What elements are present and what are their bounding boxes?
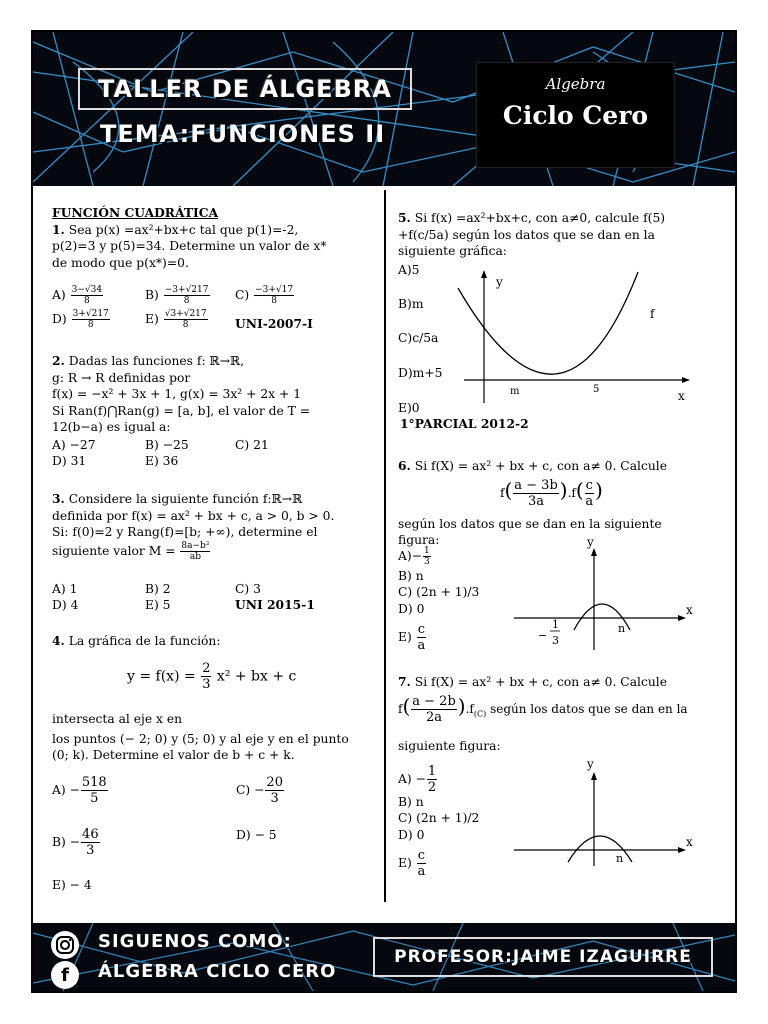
q7-n-label: n — [616, 852, 624, 865]
q6-expression: f( $\frac{a - 3b}{3a}$ ).f( $\frac{c}{a}$ ) — [500, 478, 603, 509]
q5-option-c: C)c/5a — [398, 331, 439, 345]
q5-x-label: x — [678, 389, 685, 403]
question-2 — [52, 353, 362, 468]
q1-option-c: C) $\frac{-3+√17}{8}$ — [235, 285, 294, 306]
q4-option-b: B) − $\frac{46}{3}$ — [52, 827, 99, 858]
q4-text-3: los puntos (− 2; 0) y (5; 0) y al eje y en el punto — [52, 732, 349, 746]
workshop-title: TALLER DE ÁLGEBRA — [98, 75, 392, 103]
question-1 — [52, 205, 362, 331]
q6-y-label: y — [587, 538, 594, 549]
q4-option-d: D) − 5 — [236, 828, 277, 842]
logo-script: Algebra — [545, 75, 606, 93]
q2-text-4: Si Ran(f)⋂Ran(g) = [a, b], el valor de T = — [52, 403, 311, 418]
q6-text-1: Si f(X) = ax² + bx + c, con a≠ 0. Calcule — [414, 459, 667, 473]
q2-text-2: g: R → R definidas por — [52, 370, 191, 385]
q1-option-a: A) $\frac{3-√34}{8}$ — [52, 285, 103, 306]
q1-text-2: p(2)=3 y p(5)=34. Determine un valor de x* — [52, 239, 327, 253]
q5-parabola-curve — [458, 272, 638, 374]
q4-text-2: intersecta al eje x en — [52, 712, 183, 726]
q5-text-3: siguiente gráfica: — [398, 244, 507, 258]
q5-m-label: m — [510, 386, 520, 397]
q2-option-e: E) 36 — [145, 454, 179, 468]
q7-option-e: E) $\frac{c}{a}$ — [398, 848, 426, 879]
q5-text-1: Si f(x) =ax²+bx+c, con a≠0, calcule f(5) — [414, 211, 666, 225]
q7-text-3: siguiente figura: — [398, 739, 501, 753]
q6-x-label: x — [686, 603, 693, 617]
question-4 — [52, 633, 362, 892]
q7-expression: f( $\frac{a - 2b}{2a}$ )$.f_{(C)}$ según los datos que se dan en la — [398, 694, 688, 725]
q4-option-c: C) − $\frac{20}{3}$ — [236, 775, 283, 806]
q3-option-a: A) 1 — [52, 582, 78, 596]
q1-source: UNI-2007-I — [235, 316, 313, 331]
q7-option-d: D) 0 — [398, 828, 425, 842]
q6-y-axis-arrow — [591, 548, 597, 556]
q6-tick-denominator: 3 — [552, 634, 559, 647]
facebook-icon[interactable]: f — [51, 961, 79, 989]
question-3 — [52, 491, 362, 612]
q7-number: 7. — [398, 674, 411, 689]
q4-option-a: A) − $\frac{518}{5}$ — [52, 775, 107, 806]
q6-option-e: E) $\frac{c}{a}$ — [398, 622, 426, 653]
q5-x-axis-arrow — [682, 377, 690, 383]
q6-text-2: según los datos que se dan en la siguiente — [398, 517, 662, 531]
q7-text-2: según los datos que se dan en la — [490, 702, 688, 716]
q2-number: 2. — [52, 353, 65, 368]
topic-title: TEMA:FUNCIONES II — [100, 120, 386, 148]
q3-option-e: E) 5 — [145, 598, 171, 612]
column-divider — [384, 190, 386, 902]
q2-text-1: Dadas las funciones f: ℝ→ℝ, — [68, 354, 245, 368]
q2-option-a: A) −27 — [52, 438, 96, 452]
q6-minus-label: − — [538, 629, 548, 642]
q5-source: 1°PARCIAL 2012-2 — [400, 416, 529, 431]
q3-m-numerator: 8a−b² — [181, 540, 210, 551]
q1-option-e: E) $\frac{√3+√217}{8}$ — [145, 309, 207, 330]
q3-text-1: Considere la siguiente función f:ℝ→ℝ — [68, 492, 303, 506]
q7-option-c: C) (2n + 1)/2 — [398, 811, 480, 825]
q1-text-1: Sea p(x) =ax²+bx+c tal que p(1)=-2, — [68, 222, 299, 237]
q2-text-5: 12(b−a) es igual a: — [52, 420, 171, 434]
q7-x-axis-arrow — [678, 847, 686, 853]
q5-five-label: 5 — [593, 384, 600, 395]
logo — [476, 62, 675, 168]
q3-number: 3. — [52, 491, 65, 506]
q7-x-label: x — [686, 835, 693, 849]
q1-option-b: B) $\frac{-3+√217}{8}$ — [145, 285, 209, 306]
q5-parabola-graph — [450, 268, 698, 408]
q3-option-d: D) 4 — [52, 598, 79, 612]
q3-text-3: Si: f(0)=2 y Rang(f)=[b; +∞), determine el — [52, 525, 318, 539]
q5-number: 5. — [398, 210, 411, 225]
q3-m-denominator: ab — [189, 551, 201, 562]
q6-option-c: C) (2n + 1)/3 — [398, 585, 480, 599]
q6-text-3: figura: — [398, 533, 440, 547]
q3-option-c: C) 3 — [235, 582, 261, 596]
q7-option-b: B) n — [398, 795, 424, 809]
q1-text-3: de modo que p(x*)=0. — [52, 255, 189, 270]
q2-option-b: B) −25 — [145, 438, 189, 452]
logo-main: Ciclo Cero — [502, 101, 649, 130]
q3-text-4: siguiente valor M = — [52, 543, 176, 558]
q1-number: 1. — [52, 221, 65, 237]
q6-option-b: B) n — [398, 569, 424, 583]
section-title: FUNCIÓN CUADRÁTICA — [52, 205, 219, 220]
q3-option-b: B) 2 — [145, 582, 171, 596]
follow-us-text: SIGUENOS COMO: — [98, 931, 292, 952]
q4-option-e: E) − 4 — [52, 878, 92, 892]
professor-box — [373, 937, 713, 977]
q3-text-2: definida por f(x) = ax² + bx + c, a > 0, b > 0. — [52, 508, 335, 523]
q2-text-3: f(x) = −x² + 3x + 1, g(x) = 3x² + 2x + 1 — [52, 387, 302, 401]
q4-text-4: (0; k). Determine el valor de b + c + k. — [52, 748, 295, 762]
q2-option-d: D) 31 — [52, 454, 87, 468]
q6-option-a: A)− $\frac{1}{3}$ — [398, 546, 430, 567]
question-5 — [398, 210, 714, 431]
q5-option-e: E)0 — [398, 401, 420, 415]
q6-tick-numerator: 1 — [552, 618, 559, 631]
q2-option-c: C) 21 — [235, 438, 269, 452]
q4-text-1: La gráfica de la función: — [68, 634, 221, 648]
q5-text-2: +f(c/5a) según los datos que se dan en la — [398, 227, 655, 242]
q6-graph — [510, 538, 700, 658]
q6-option-d: D) 0 — [398, 602, 425, 616]
title-box — [78, 68, 412, 110]
q5-y-axis-arrow — [481, 270, 487, 278]
q5-y-label: y — [496, 275, 503, 289]
q7-y-axis-arrow — [591, 772, 597, 780]
q5-f-label: f — [650, 307, 655, 321]
question-7 — [398, 674, 714, 879]
q1-option-d: D) $\frac{3+√217}{8}$ — [52, 309, 109, 330]
question-6 — [398, 458, 714, 653]
brand-text: ÁLGEBRA CICLO CERO — [98, 961, 337, 982]
professor-name: PROFESOR:JAIME IZAGUIRRE — [394, 947, 692, 967]
q7-text-1: Si f(X) = ax² + bx + c, con a≠ 0. Calcule — [414, 675, 667, 689]
q6-number: 6. — [398, 458, 411, 473]
q7-option-a: A) − $\frac{1}{2}$ — [398, 764, 437, 795]
instagram-icon[interactable] — [51, 931, 79, 959]
q3-source: UNI 2015-1 — [235, 597, 315, 612]
q4-equation: y = f(x) = $\frac{2}{3}$ x² + bx + c — [127, 661, 297, 692]
q6-x-axis-arrow — [678, 615, 686, 621]
q7-y-label: y — [587, 758, 594, 771]
q5-option-d: D)m+5 — [398, 366, 443, 380]
q5-option-a: A)5 — [398, 263, 420, 277]
q7-graph — [510, 758, 700, 874]
q5-option-b: B)m — [398, 297, 424, 311]
q4-number: 4. — [52, 633, 65, 648]
q6-n-label: n — [618, 622, 626, 635]
